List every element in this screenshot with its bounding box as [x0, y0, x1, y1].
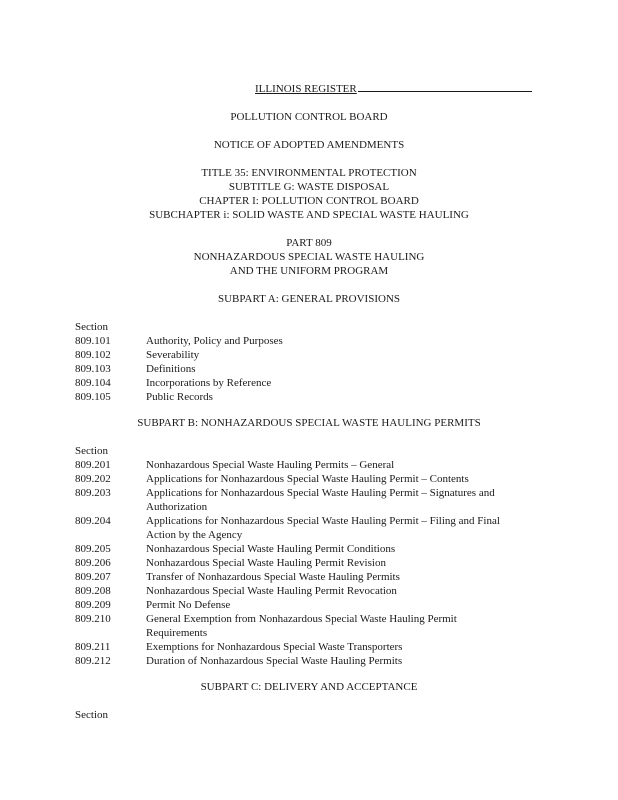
- subchapter-line: SUBCHAPTER i: SOLID WASTE AND SPECIAL WASTE HAULING: [149, 209, 469, 221]
- part-title-line-1: NONHAZARDOUS SPECIAL WASTE HAULING: [193, 251, 425, 263]
- part-title-line-2: AND THE UNIFORM PROGRAM: [229, 265, 389, 277]
- toc-row: [75, 654, 555, 668]
- section-number: 809.203: [75, 487, 111, 499]
- subpart-a-toc: [75, 334, 555, 404]
- toc-row: [75, 390, 555, 404]
- title-line: TITLE 35: ENVIRONMENTAL PROTECTION: [201, 167, 417, 179]
- section-number: 809.104: [75, 377, 111, 389]
- section-number-blank: [75, 500, 146, 514]
- toc-row: [75, 598, 555, 612]
- section-title: Applications for Nonhazardous Special Waste Hauling Permit – Filing and Final: [146, 515, 500, 527]
- section-title: Nonhazardous Special Waste Hauling Permit Revocation: [146, 585, 397, 597]
- toc-row: [75, 542, 555, 556]
- section-label: Section: [75, 709, 108, 721]
- section-title: Nonhazardous Special Waste Hauling Permits – General: [146, 459, 395, 471]
- section-title: Nonhazardous Special Waste Hauling Permit Conditions: [146, 543, 396, 555]
- section-label: Section: [75, 445, 108, 457]
- section-title: Nonhazardous Special Waste Hauling Permit Revision: [146, 557, 386, 569]
- section-number: 809.102: [75, 349, 111, 361]
- toc-row: [75, 612, 555, 626]
- toc-row: [75, 334, 555, 348]
- subtitle-line: SUBTITLE G: WASTE DISPOSAL: [228, 181, 390, 193]
- section-number: 809.211: [75, 641, 111, 653]
- section-number: 809.206: [75, 557, 111, 569]
- subpart-b-heading: SUBPART B: NONHAZARDOUS SPECIAL WASTE HAULING PERMITS: [137, 417, 481, 429]
- notice-title: NOTICE OF ADOPTED AMENDMENTS: [213, 139, 405, 151]
- part-number: PART 809: [286, 237, 332, 249]
- section-number-blank: [75, 626, 146, 640]
- subpart-c-heading: SUBPART C: DELIVERY AND ACCEPTANCE: [200, 681, 418, 693]
- section-title-continued: Action by the Agency: [146, 529, 243, 541]
- section-number: 809.202: [75, 473, 111, 485]
- section-number: 809.212: [75, 655, 111, 667]
- section-number: 809.201: [75, 459, 111, 471]
- section-title: Public Records: [146, 391, 213, 403]
- section-title: Severability: [146, 349, 200, 361]
- toc-row-continuation: [75, 528, 555, 542]
- toc-row: [75, 640, 555, 654]
- register-underline: [358, 80, 532, 92]
- section-title: Applications for Nonhazardous Special Waste Hauling Permit – Contents: [146, 473, 469, 485]
- toc-row-continuation: [75, 626, 555, 640]
- section-number: 809.208: [75, 585, 111, 597]
- toc-row: [75, 584, 555, 598]
- section-number: 809.207: [75, 571, 111, 583]
- section-title: Definitions: [146, 363, 196, 375]
- section-number: 809.205: [75, 543, 111, 555]
- section-title: Permit No Defense: [146, 599, 231, 611]
- section-number: 809.209: [75, 599, 111, 611]
- section-number: 809.204: [75, 515, 111, 527]
- section-title: Authority, Policy and Purposes: [146, 335, 283, 347]
- section-title: Exemptions for Nonhazardous Special Waste Transporters: [146, 641, 403, 653]
- section-number: 809.210: [75, 613, 111, 625]
- section-title: Applications for Nonhazardous Special Waste Hauling Permit – Signatures and: [146, 487, 495, 499]
- section-title: Incorporations by Reference: [146, 377, 272, 389]
- section-title: General Exemption from Nonhazardous Special Waste Hauling Permit: [146, 613, 457, 625]
- section-number: 809.103: [75, 363, 111, 375]
- section-label: Section: [75, 321, 108, 333]
- section-number: 809.105: [75, 391, 111, 403]
- section-number: 809.101: [75, 335, 111, 347]
- toc-row: [75, 486, 555, 500]
- section-title-continued: Requirements: [146, 627, 208, 639]
- section-title: Transfer of Nonhazardous Special Waste Hauling Permits: [146, 571, 400, 583]
- subpart-a-heading: SUBPART A: GENERAL PROVISIONS: [218, 293, 400, 305]
- subpart-b-toc: [75, 458, 555, 668]
- toc-row-continuation: [75, 500, 555, 514]
- toc-row: [75, 362, 555, 376]
- toc-row: [75, 570, 555, 584]
- register-name: ILLINOIS REGISTER: [255, 83, 357, 95]
- section-title: Duration of Nonhazardous Special Waste Hauling Permits: [146, 655, 403, 667]
- section-number-blank: [75, 528, 146, 542]
- board-name: POLLUTION CONTROL BOARD: [230, 111, 388, 123]
- toc-row: [75, 472, 555, 486]
- toc-row: [75, 348, 555, 362]
- section-title-continued: Authorization: [146, 501, 208, 513]
- toc-row: [75, 514, 555, 528]
- register-header: [255, 80, 555, 96]
- toc-row: [75, 376, 555, 390]
- chapter-line: CHAPTER I: POLLUTION CONTROL BOARD: [199, 195, 419, 207]
- toc-row: [75, 458, 555, 472]
- toc-row: [75, 556, 555, 570]
